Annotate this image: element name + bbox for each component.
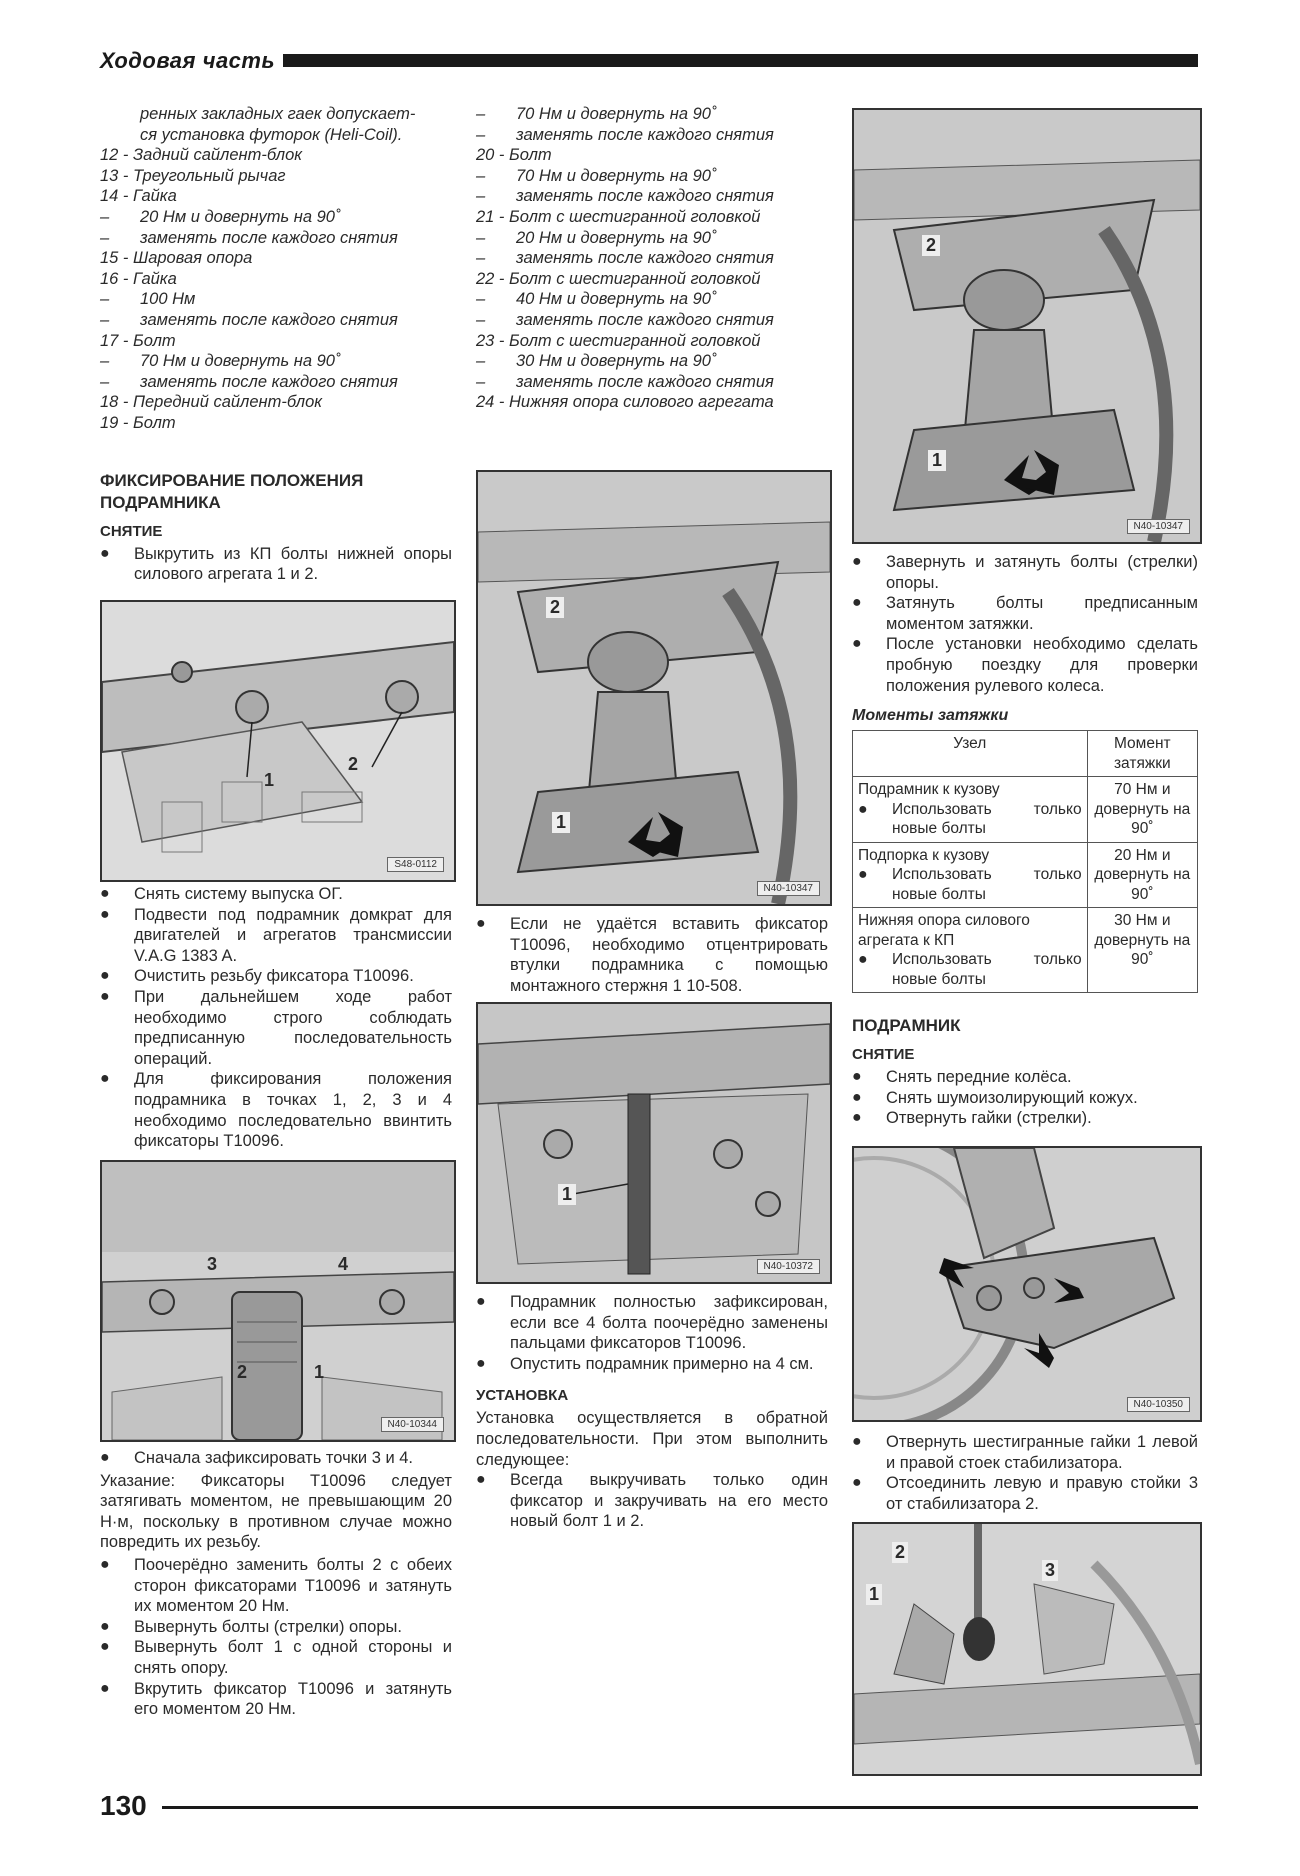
list-item: 18 - Передний сайлент-блок: [100, 393, 323, 412]
torque-table: [852, 730, 1198, 993]
figure-label: 4: [338, 1254, 349, 1274]
column-3-bottom: [852, 1432, 1198, 1514]
table-cell: 30 Нм и довернуть на 90˚: [1087, 908, 1197, 993]
list-item: 13 - Треугольный рычаг: [100, 166, 286, 185]
column-1-bottom: [100, 1448, 452, 1720]
figure-code: N40-10350: [1127, 1397, 1190, 1412]
bullet-item: ● Вкрутить фиксатор T10096 и затянуть его моментом 20 Нм.: [100, 1679, 452, 1719]
dash-item: – заменять после каждого снятия: [100, 372, 398, 391]
figure-transmission-mount: [100, 600, 456, 882]
dash-item: – 70 Нм и довернуть на 90˚: [476, 166, 717, 185]
dash-item: – заменять после каждого снятия: [476, 372, 774, 391]
column-3: [852, 552, 1198, 1129]
list-item: 23 - Болт с шестигранной головкой: [476, 331, 761, 350]
table-header-row: [853, 731, 1198, 777]
list-item: 22 - Болт с шестигранной головкой: [476, 269, 761, 288]
column-2: [476, 104, 828, 413]
table-cell: 20 Нм и довернуть на 90˚: [1087, 842, 1197, 908]
figure-label: 2: [546, 597, 564, 618]
bullet-item: ● Отсоединить левую и правую стойки 3 от стабилизатора 2.: [852, 1474, 1198, 1513]
bullet-item: ● Завернуть и затянуть болты (стрелки) опоры.: [852, 553, 1198, 592]
figure-label: 1: [866, 1584, 882, 1605]
dash-item: – 70 Нм и довернуть на 90˚: [100, 352, 341, 371]
table-cell: Нижняя опора силового агрегата к КП ● Использовать только новые болты: [853, 908, 1088, 993]
bullet-item: ● Отвернуть гайки (стрелки).: [852, 1109, 1092, 1128]
heading-installation: УСТАНОВКА: [476, 1387, 569, 1405]
figure-wheel-arch-nuts: [852, 1146, 1202, 1422]
figure-label: 2: [348, 754, 359, 774]
bullet-item: ● Снять систему выпуска ОГ.: [100, 885, 343, 903]
figure-label: 3: [207, 1254, 218, 1274]
list-item: 16 - Гайка: [100, 269, 177, 288]
list-item: 15 - Шаровая опора: [100, 249, 253, 268]
dash-item: – заменять после каждого снятия: [100, 228, 398, 247]
dash-item: – 20 Нм и довернуть на 90˚: [100, 207, 341, 226]
bullet-item: ● Сначала зафиксировать точки 3 и 4.: [100, 1449, 414, 1467]
header-bar: [283, 54, 1198, 67]
list-item: 14 - Гайка: [100, 187, 177, 206]
dash-item: – 20 Нм и довернуть на 90˚: [476, 228, 717, 247]
table-cell: Подпорка к кузову ● Использовать только новые болты: [853, 842, 1088, 908]
figure-label: 1: [558, 1184, 576, 1205]
table-cell: Подрамник к кузову ● Использовать только новые болты: [853, 777, 1088, 843]
dash-item: – 30 Нм и довернуть на 90˚: [476, 352, 717, 371]
list-item: 24 - Нижняя опора силового агрегата: [476, 393, 774, 412]
dash-item: – 70 Нм и довернуть на 90˚: [476, 105, 717, 123]
figure-mounting-rod: [476, 1002, 832, 1284]
figure-label: 1: [552, 812, 570, 833]
figure-label: 1: [314, 1362, 325, 1382]
dash-item: – заменять после каждого снятия: [476, 310, 774, 329]
heading-torque: Моменты затяжки: [852, 707, 1009, 725]
dash-item: – 40 Нм и довернуть на 90˚: [476, 290, 717, 309]
list-item: 21 - Болт с шестигранной головкой: [476, 207, 761, 226]
page-number: 130: [100, 1790, 147, 1821]
column-1: [100, 104, 452, 585]
bullet-item: ● После установки необходимо сделать пробную поездку для проверки положения рулевого колеса.: [852, 635, 1198, 695]
figure-label: 1: [928, 450, 946, 471]
figure-code: N40-10347: [757, 881, 820, 896]
footer-bar: [162, 1806, 1198, 1809]
figure-label: 2: [892, 1542, 908, 1563]
bullet-item: ● Вывернуть болты (стрелки) опоры.: [100, 1617, 402, 1636]
table-row: [853, 908, 1198, 993]
bullet-item: ● Вывернуть болт 1 с одной стороны и снять опору.: [100, 1638, 452, 1677]
bullet-item: ● Для фиксирования положения подрамника в точках 1, 2, 3 и 4 необходимо последовательно ввинтить фиксаторы T10096.: [100, 1070, 452, 1151]
dash-item: – заменять после каждого снятия: [476, 187, 774, 206]
bullet-item: ● Поочерёдно заменить болты 2 с обеих сторон фиксаторами T10096 и затянуть их моментом 20 Нм.: [100, 1555, 452, 1616]
bullet-item: ● Всегда выкручивать только один фиксатор и закручивать на его место новый болт 1 и 2.: [476, 1471, 828, 1531]
figure-code: N40-10347: [1127, 519, 1190, 534]
figure-code: S48-0112: [387, 857, 444, 872]
figure-stabilizer-links: [852, 1522, 1202, 1776]
table-header: Узел: [853, 731, 1088, 777]
bullet-item: ● При дальнейшем ходе работ необходимо строго соблюдать предписанную последовательность операций.: [100, 987, 452, 1068]
table-row: [853, 777, 1198, 843]
list-item: 19 - Болт: [100, 413, 176, 432]
bullet-item: ● Подрамник полностью зафиксирован, если все 4 болта поочерёдно заменены пальцами фиксаторов T10096.: [476, 1293, 828, 1353]
dash-item: – заменять после каждого снятия: [476, 125, 774, 144]
figure-label: 3: [1042, 1560, 1058, 1581]
text-line: ренных закладных гаек допускает-: [140, 105, 416, 123]
column-1-continued: [100, 884, 452, 1152]
table-header: Момент затяжки: [1087, 731, 1197, 777]
figure-label: 2: [922, 235, 940, 256]
bullet-item: ● Выкрутить из КП болты нижней опоры силового агрегата 1 и 2.: [100, 544, 452, 584]
figure-code: N40-10372: [757, 1259, 820, 1274]
heading-subframe: ПОДРАМНИК: [852, 1016, 961, 1036]
bullet-item: ● Затянуть болты предписанным моментом затяжки.: [852, 594, 1198, 633]
bullet-item: ● Снять передние колёса.: [852, 1068, 1072, 1087]
table-cell: 70 Нм и довернуть на 90˚: [1087, 777, 1197, 843]
figure-subframe-mount-b: [852, 108, 1202, 544]
figure-label: 1: [264, 770, 275, 790]
bullet-item: ● Опустить подрамник примерно на 4 см.: [476, 1354, 814, 1373]
list-item: 12 - Задний сайлент-блок: [100, 146, 303, 165]
figure-subframe-mount-a: [476, 470, 832, 906]
section-title: Ходовая часть: [100, 48, 276, 73]
bullet-item: ● Подвести под подрамник домкрат для двигателей и агрегатов трансмиссии V.A.G 1383 A.: [100, 905, 452, 965]
text-line: ся установка футорок (Heli-Coil).: [140, 125, 403, 144]
bullet-item: ● Отвернуть шестигранные гайки 1 левой и правой стоек стабилизатора.: [852, 1433, 1198, 1472]
bullet-item: ● Снять шумоизолирующий кожух.: [852, 1088, 1138, 1107]
heading-subframe-fixing: ФИКСИРОВАНИЕ ПОЛОЖЕНИЯ ПОДРАМНИКА: [100, 470, 364, 512]
figure-label: 2: [237, 1362, 248, 1382]
page-header: [100, 48, 1198, 74]
dash-item: – заменять после каждого снятия: [100, 310, 398, 329]
table-row: [853, 842, 1198, 908]
dash-item: – заменять после каждого снятия: [476, 249, 774, 268]
list-item: 20 - Болт: [476, 146, 552, 165]
column-2-bottom: [476, 1292, 828, 1532]
figure-fixing-points: [100, 1160, 456, 1442]
list-item: 17 - Болт: [100, 331, 176, 350]
install-text: Установка осуществляется в обратной последовательности. При этом выполнить следующее:: [476, 1409, 828, 1469]
bullet-item: ● Если не удаётся вставить фиксатор T10096, необходимо отцентрировать втулки подрамника с помощью монтажного стержня 1 10-508.: [476, 915, 828, 995]
heading-removal: СНЯТИЕ: [852, 1046, 915, 1064]
page-footer: [100, 1790, 1198, 1824]
figure-code: N40-10344: [381, 1417, 444, 1432]
column-2-middle: [476, 914, 828, 996]
bullet-item: ● Очистить резьбу фиксатора T10096.: [100, 967, 414, 986]
note-text: Указание: Фиксаторы T10096 следует затягивать моментом, не превышающим 20 Н·м, поскольку в противном случае можно повредить их резьбу.: [100, 1471, 452, 1552]
dash-item: – 100 Нм: [100, 290, 196, 309]
heading-removal: СНЯТИЕ: [100, 522, 163, 540]
